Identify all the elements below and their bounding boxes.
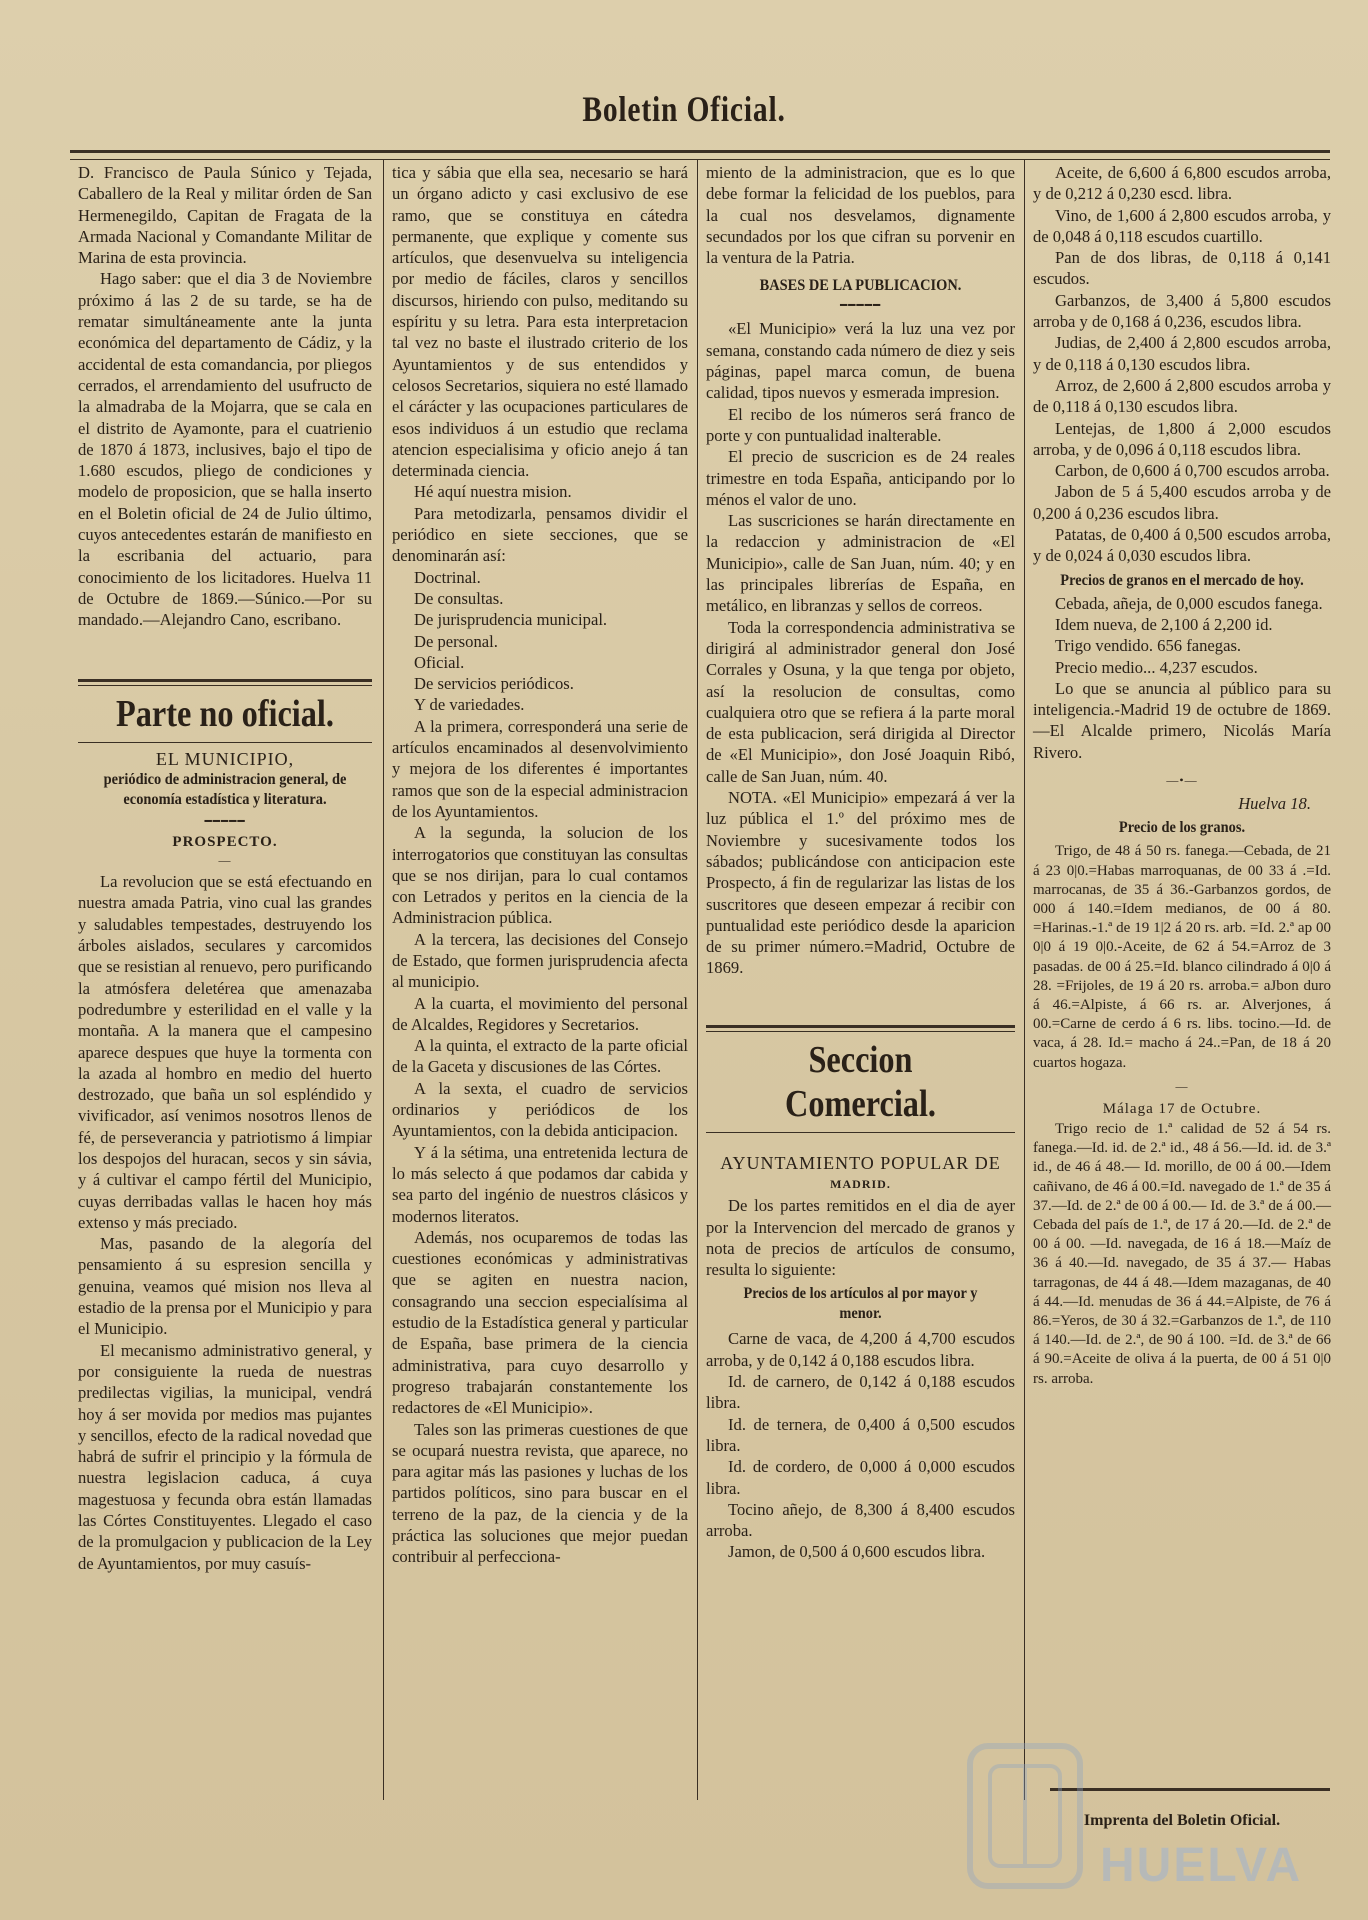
price-item: Jabon de 5 á 5,400 escudos arroba y de 0,200 á 0,236 escudos libra.: [1033, 482, 1331, 523]
precios-heading: Precios de los artículos al por mayor y menor.: [743, 1285, 978, 1323]
bases-heading: BASES DE LA PUBLICACION.: [759, 277, 962, 295]
price-item: Id. de cordero, de 0,000 á 0,000 escudos libra.: [706, 1457, 1015, 1498]
price-item: Lentejas, de 1,800 á 2,000 escudos arroba, y de 0,096 á 0,118 escudos libra.: [1033, 418, 1331, 459]
grain-item: Idem nueva, de 2,100 á 2,200 id.: [1055, 614, 1273, 634]
prospecto-paragraph: La revolucion que se está efectuando en nuestra amada Patria, vino cual las grandes y saludables tempestades, destruyendo los árboles aislados, seculares y carcomidos que se resistian al renuevo, pero purificando la atmósfera deletérea que amenazaba podredumbre y esterilidad en el valle y la montaña. A la manera que el campesino aparece despues que huye la tormenta con la azada al hombro en medio del huerto destrozado, que baña un sol espléndido y vivificador, así venimos nosotros llenos de fé, de perseverancia y patriotismo á limpiar los despojos del huracan, secos y sin sávia, y á cultivar el campo fértil del Municipio, cuyas derribadas vallas le hacen hoy más extenso y más preciado.: [78, 872, 372, 1232]
bases-paragraph: «El Municipio» verá la luz una vez por semana, constando cada número de diez y seis páginas, papel marca comun, de buena calidad, tipos nuevos y esmerada impresion.: [706, 319, 1015, 403]
prospecto-paragraph: miento de la administracion, que es lo que debe formar la felicidad de los pueblos, para la cual nos desvelamos, dignamente secundados por los que cifran su porvenir en la ventura de la Patria.: [706, 163, 1015, 268]
huelva-dateline: Huelva 18.: [1238, 794, 1311, 814]
section-title-seccion-comercial: Seccion Comercial.: [785, 1038, 936, 1125]
prospecto-paragraph: A la cuarta, el movimiento del personal de Alcaldes, Regidores y Secretarios.: [392, 993, 688, 1034]
section-list-item: De jurisprudencia municipal.: [414, 610, 608, 630]
prospecto-paragraph: A la segunda, la solucion de los interrogatorios que constituyan las consultas que se nos dirijan, para lo cual contamos con Letrados y peritos en la ciencia de la Administracion pública.: [392, 823, 688, 928]
precio-granos-heading: Precio de los granos.: [1118, 819, 1246, 837]
price-item: Carne de vaca, de 4,200 á 4,700 escudos arroba, y de 0,142 á 0,188 escudos libra.: [706, 1329, 1015, 1370]
section-rule-thin: [78, 742, 372, 743]
ornament-dash: —: [1175, 1078, 1189, 1093]
prospecto-paragraph: A la sexta, el cuadro de servicios ordinarios y periódicos de los Ayuntamientos, con la debida anticipacion.: [392, 1078, 688, 1141]
bases-paragraph: Las suscriciones se harán directamente en la redaccion y administracion de «El Municipio», calle de San Juan, núm. 40; y en las principales librerías de España, en metálico, en libranzas y sellos de correos.: [706, 511, 1015, 616]
ornament-dash: —•—: [1166, 773, 1198, 788]
column-1: [78, 162, 372, 1574]
prospecto-paragraph: A la tercera, las decisiones del Consejo de Estado, que formen jurisprudencia afecta al municipio.: [392, 929, 688, 992]
mision-line: Hé aquí nuestra mision.: [414, 482, 572, 502]
section-rule-thin: [706, 1132, 1015, 1133]
nota-paragraph: NOTA. «El Municipio» empezará á ver la luz pública el 1.º del próximo mes de Noviembre y sucesivamente todos los sábados; publicándose con anticipacion este Prospecto, á fin de regularizar las listas de los suscritores que deseen empezar á recibir con puntualidad este periódico desde la aparicion de su primer número.=Madrid, Octubre de 1869.: [706, 788, 1015, 978]
column-3: [706, 162, 1015, 1563]
price-item: Aceite, de 6,600 á 6,800 escudos arroba, y de 0,212 á 0,230 escd. libra.: [1033, 163, 1331, 204]
prospecto-paragraph: Además, nos ocuparemos de todas las cuestiones económicas y administrativas que se agiten en nuestra nacion, consagrando una seccion especialísima al estudio de la Estadística general y particular de España, base primera de la ciencia administrativa, para cuyo desarrollo y progreso trabajarán constantemente los redactores de «El Municipio».: [392, 1227, 688, 1418]
price-item: Id. de carnero, de 0,142 á 0,188 escudos libra.: [706, 1372, 1015, 1413]
price-item: Garbanzos, de 3,400 á 5,800 escudos arroba y de 0,168 á 0,236, escudos libra.: [1033, 290, 1331, 332]
prospecto-paragraph: Mas, pasando de la alegoría del pensamiento á su espresion sencilla y genuina, veamos qué mision nos lleva al estadio de la prensa por el Municipio y para el Municipio.: [78, 1234, 372, 1339]
bases-paragraph: El recibo de los números será franco de porte y con puntualidad inalterable.: [706, 404, 1015, 445]
prospecto-paragraph: A la primera, corresponderá una serie de artículos encaminados al desenvolvimiento y mejora de los diferentes é importantes ramos que son de la especial administracion de los Ayuntamientos.: [392, 716, 688, 821]
section-list-item: De servicios periódicos.: [414, 674, 574, 694]
column-4: [1033, 162, 1331, 1389]
column-divider: [383, 160, 384, 1800]
prospecto-paragraph: A la quinta, el extracto de la parte oficial de la Gaceta y discusiones de las Córtes.: [392, 1036, 688, 1077]
huelva-prices: Trigo, de 48 á 50 rs. fanega.—Cebada, de 21 á 23 0|0.=Habas marroquanas, de 00 33 á .=Id. marrocanas, de 35 á 36.-Garbanzos gordos, de 000 á 140.=Idem medianos, de 00 á 80. =Harinas.-1.ª de 19 1|2 á 20 rs. arb. =Id. 2.ª ap 00 0|0 á 19 0|0.-Aceite, de 62 á 54.=Arroz de 3 pasadas. de 00 á 25.=Id. blanco cilindrado á 0|0 á 28. =Frijoles, de 19 á 20 rs. arroba.= aJbon duro á 46.=Alpiste, á 66 rs. ar. Alverjones, á 00.=Carne de cerdo á 6 rs. libs. tocino.—Id. de vaca, á 28. Id.= macho á 24..=Pan, de 18 á 20 cuartos hogaza.: [1033, 843, 1331, 1071]
price-item: Carbon, de 0,600 á 0,700 escudos arroba.: [1055, 461, 1330, 481]
ayuntamiento-intro: De los partes remitidos en el dia de ayer por la Intervencion del mercado de granos y nota de precios de artículos de consumo, resulta lo siguiente:: [706, 1196, 1015, 1280]
grain-item: Precio medio... 4,237 escudos.: [1055, 657, 1258, 677]
column-divider: [697, 160, 698, 1800]
prospecto-paragraph: Y á la sétima, una entretenida lectura de lo más selecto á que podamos dar cabida y sea parto del ingénio de nuestros clásicos y modernos literatos.: [392, 1142, 688, 1226]
watermark-text: HUELVA: [1100, 1839, 1303, 1892]
grain-item: Trigo vendido. 656 fanegas.: [1055, 636, 1242, 656]
section-list-item: Doctrinal.: [414, 567, 481, 587]
prospecto-paragraph: Tales son las primeras cuestiones de que se ocupará nuestra revista, que aparece, no para agitar más las pasiones y luchas de los partidos políticos, sino para buscar en el terreno de la paz, de la ciencia y de la práctica las soluciones que mejor puedan contribuir al perfecciona-: [392, 1419, 688, 1567]
edict-heading: D. Francisco de Paula Súnico y Tejada, Caballero de la Real y militar órden de San Hermenegildo, Capitan de Fragata de la Armada Nacional y Comandante Militar de Marina de esta provincia.: [78, 163, 372, 268]
prospecto-paragraph: tica y sábia que ella sea, necesario se hará un órgano adicto y casi exclusivo de ese ramo, que se constituya en cátedra permanente, que explique y comente sus artículos, que desenvuelva su inteligencia por medio de fáciles, claros y sencillos discursos, hiriendo con pulso, meditando su espíritu y su letra. Para esta interpretacion tal vez no baste el ilustrado criterio de los Ayuntamientos y de sus entendidos y celosos Secretarios, siquiera no esté llamado el cárácter y las ocupaciones particulares de esos individuos á un estudio que reclama atencion especialisima y oficio anejo á tan determinada ciencia.: [392, 163, 688, 481]
imprenta-footer: Imprenta del Boletin Oficial.: [1083, 1812, 1281, 1829]
ayuntamiento-subheading: MADRID.: [830, 1176, 891, 1191]
edict-body: Hago saber: que el dia 3 de Noviembre próximo á las 2 de su tarde, se ha de rematar simultáneamente ante la junta económica del departamento de Cádiz, y la accidental de esta comandancia, por pliegos cerrados, el arrendamiento del usufructo de la almadraba de la Mojarra, que se cala en el distrito de Ayamonte, para el cuatrienio de 1870 á 1873, inclusives, bajo el tipo de 1.680 escudos, pliego de condiciones y modelo de proposicion, que se halla inserto en el Boletin oficial de 24 de Julio último, cuyos antecedentes estarán de manifiesto en la escribania del actuario, para conocimiento de los licitadores. Huelva 11 de Octubre de 1869.—Súnico.—Por su mandado.—Alejandro Cano, escribano.: [78, 269, 372, 630]
section-list-item: De personal.: [414, 631, 498, 651]
ornament-rule: ━━━━━: [204, 813, 246, 828]
bases-paragraph: Toda la correspondencia administrativa se dirigirá al administrador general don José Corrales y Osuna, y la que tenga por objeto, así la resolucion de consultas, como cualquiera otro que se refiera á la parte moral de esta publicacion, será dirigida al Director de «El Municipio», don José Joaquin Ribó, calle de San Juan, núm. 40.: [706, 617, 1015, 786]
section-list-item: Oficial.: [414, 652, 465, 672]
malaga-dateline: Málaga 17 de Octubre.: [1102, 1100, 1262, 1117]
masthead-title: Boletin Oficial.: [582, 89, 786, 129]
municipio-title: EL MUNICIPIO,: [155, 748, 295, 769]
malaga-prices: Trigo recio de 1.ª calidad de 52 á 54 rs. fanega.—Id. id. de 2.ª id., 48 á 56.—Id. id. de 3.ª id., de 46 á 48.— Id. morillo, de 00 á 00.—Idem cañivano, de 46 á 00.=Id. navegado de 1.ª de 35 á 37.—Id. de 2.ª de 00 á 00.— Id. de 3.ª de á 00.—Cebada del país de 1.ª, de 17 á 20.—Id. de 2.ª de 00 á 00. —Id. navegada, de 16 á 18.—Maíz de 36 á 40.—Id. navegado, de 35 á 37.— Habas tarragonas, de 44 á 48.—Idem mazaganas, de 40 á 44.—Id. menudas de 36 á 44.=Alpiste, de 76 á 86.=Yeros, de 30 á 32.=Garbanzos de 1.ª, de 110 á 140.—Id. de 2.ª, de 90 á 100. =Id. de 3.ª de 66 á 90.=Aceite de oliva á la puerta, de 00 á 51 0|0 rs. arroba.: [1033, 1121, 1331, 1387]
price-item: Jamon, de 0,500 á 0,600 escudos libra.: [728, 1542, 986, 1562]
metodo-line: Para metodizarla, pensamos dividir el periódico en siete secciones, que se denominarán así:: [392, 503, 688, 566]
price-item: Judias, de 2,400 á 2,800 escudos arroba, y de 0,118 á 0,130 escudos libra.: [1033, 333, 1331, 374]
section-list-item: Y de variedades.: [414, 695, 525, 715]
price-item: Vino, de 1,600 á 2,800 escudos arroba, y de 0,048 á 0,118 escudos cuartillo.: [1033, 205, 1331, 246]
column-2: [392, 162, 688, 1568]
ornament-dash: —: [218, 853, 232, 868]
masthead-rule: [70, 150, 1330, 160]
bases-paragraph: El precio de suscricion es de 24 reales trimestre en toda España, anticipando por lo ménos el valor de uno.: [706, 447, 1015, 509]
price-item: Tocino añejo, de 8,300 á 8,400 escudos arroba.: [706, 1499, 1015, 1541]
price-item: Id. de ternera, de 0,400 á 0,500 escudos libra.: [706, 1414, 1015, 1455]
prospecto-heading: PROSPECTO.: [172, 833, 278, 850]
price-item: Arroz, de 2,600 á 2,800 escudos arroba y de 0,118 á 0,130 escudos libra.: [1033, 375, 1331, 417]
ayuntamiento-heading: AYUNTAMIENTO POPULAR DE: [720, 1152, 1001, 1173]
column-divider: [1024, 160, 1025, 1800]
price-item: Pan de dos libras, de 0,118 á 0,141 escudos.: [1033, 248, 1331, 289]
closing-paragraph: Lo que se anuncia al público para su inteligencia.-Madrid 19 de octubre de 1869.—El Alcalde primero, Nicolás María Rivero.: [1033, 678, 1331, 762]
grain-item: Cebada, añeja, de 0,000 escudos fanega.: [1055, 593, 1323, 613]
section-title-parte-no-oficial: Parte no oficial.: [116, 692, 334, 735]
prospecto-paragraph: El mecanismo administrativo general, y por consiguiente la rueda de nuestras predilectas vigilias, la municipal, vendrá hoy á ser movida por medios mas pujantes y sencillos, efecto de la radical novedad que habrá de sufrir el principio y la fórmula de nuestra legislacion caduca, á cuya magestuosa y fecunda obra están llamadas las Córtes Constituyentes. Llegado el caso de la promulgacion y publicacion de la Ley de Ayuntamientos, por muy casuís-: [78, 1340, 372, 1573]
ornament-rule: ━━━━━: [839, 298, 882, 313]
municipio-subtitle: periódico de administracion general, de economía estadística y literatura.: [103, 770, 347, 808]
price-item: Patatas, de 0,400 á 0,500 escudos arroba, y de 0,024 á 0,030 escudos libra.: [1033, 525, 1331, 566]
section-rule: [78, 679, 372, 686]
granos-heading: Precios de granos en el mercado de hoy.: [1060, 571, 1304, 589]
section-rule: [706, 1025, 1015, 1032]
section-list-item: De consultas.: [414, 588, 504, 608]
